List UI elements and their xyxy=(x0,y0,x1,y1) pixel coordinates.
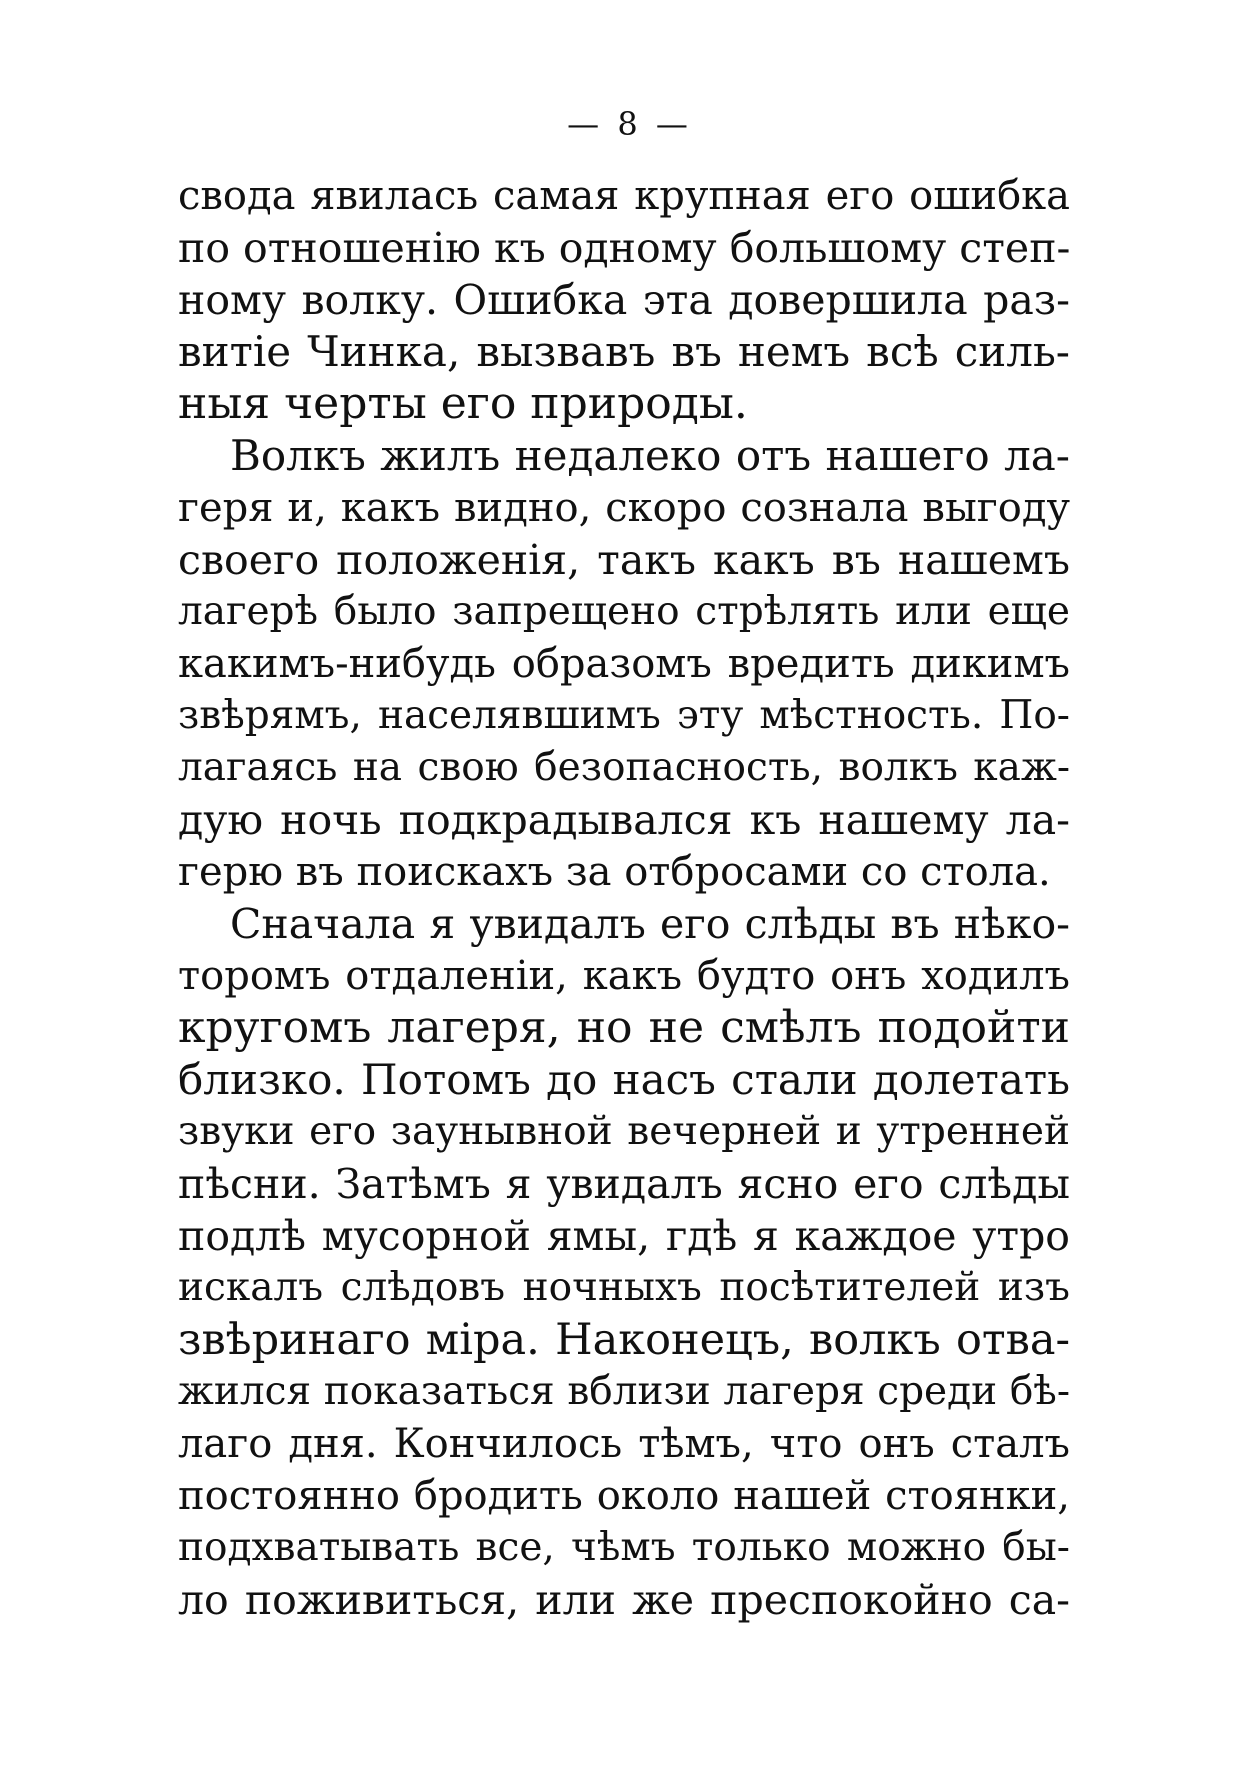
text-line: витіе Чинка, вызвавъ въ немъ всѣ силь- xyxy=(178,327,1070,376)
text-line: лаго дня. Кончилось тѣмъ, что онъ сталъ xyxy=(178,1421,1070,1467)
text-line: дую ночь подкрадывался къ нашему ла- xyxy=(178,796,1070,844)
page-number: — 8 — xyxy=(567,105,692,143)
text-line: жился показаться вблизи лагеря среди бѣ- xyxy=(178,1369,1070,1414)
text-line: ныя черты его природы. xyxy=(178,378,748,429)
paragraph-2 xyxy=(178,430,1070,898)
text-line: пѣсни. Затѣмъ я увидалъ ясно его слѣды xyxy=(178,1160,1070,1208)
text-line: звѣринаго міра. Наконецъ, волкъ отва- xyxy=(178,1315,1070,1365)
text-line: ному волку. Ошибка эта довершила раз- xyxy=(178,276,1070,324)
text-line: подхватывать все, чѣмъ только можно бы- xyxy=(178,1525,1070,1570)
text-line: звуки его заунывной вечерней и утренней xyxy=(178,1109,1070,1154)
text-line: постоянно бродить около нашей стоянки, xyxy=(178,1473,1070,1519)
text-line: Сначала я увидалъ его слѣды въ нѣко- xyxy=(230,900,1070,948)
text-line: Волкъ жилъ недалеко отъ нашего ла- xyxy=(230,431,1070,480)
text-line: свода явилась самая крупная его ошибка xyxy=(178,173,1070,219)
text-line: своего положенія, такъ какъ въ нашемъ xyxy=(178,536,1070,584)
text-line: ло поживиться, или же преспокойно са- xyxy=(178,1576,1070,1624)
body-text xyxy=(178,170,1070,1626)
text-line: искалъ слѣдовъ ночныхъ посѣтителей изъ xyxy=(178,1265,1070,1310)
text-line: герю въ поискахъ за отбросами со стола. xyxy=(178,849,1051,895)
text-line: лагерѣ было запрещено стрѣлять или еще xyxy=(178,589,1070,634)
text-line: по отношенію къ одному большому степ- xyxy=(178,224,1070,272)
text-line: звѣрямъ, населявшимъ эту мѣстность. По- xyxy=(178,693,1070,738)
text-line: кругомъ лагеря, но не смѣлъ подойти xyxy=(178,1002,1070,1053)
text-line: геря и, какъ видно, скоро сознала выгоду xyxy=(178,485,1070,531)
paragraph-1 xyxy=(178,170,1070,430)
text-line: лагаясь на свою безопасность, волкъ каж- xyxy=(178,745,1070,790)
text-line: подлѣ мусорной ямы, гдѣ я каждое утро xyxy=(178,1212,1070,1260)
text-line: торомъ отдаленіи, какъ будто онъ ходилъ xyxy=(178,953,1070,999)
text-line: какимъ-нибудь образомъ вредить дикимъ xyxy=(178,641,1070,687)
paragraph-3 xyxy=(178,898,1070,1626)
text-line: близко. Потомъ до насъ стали долетать xyxy=(178,1055,1070,1104)
